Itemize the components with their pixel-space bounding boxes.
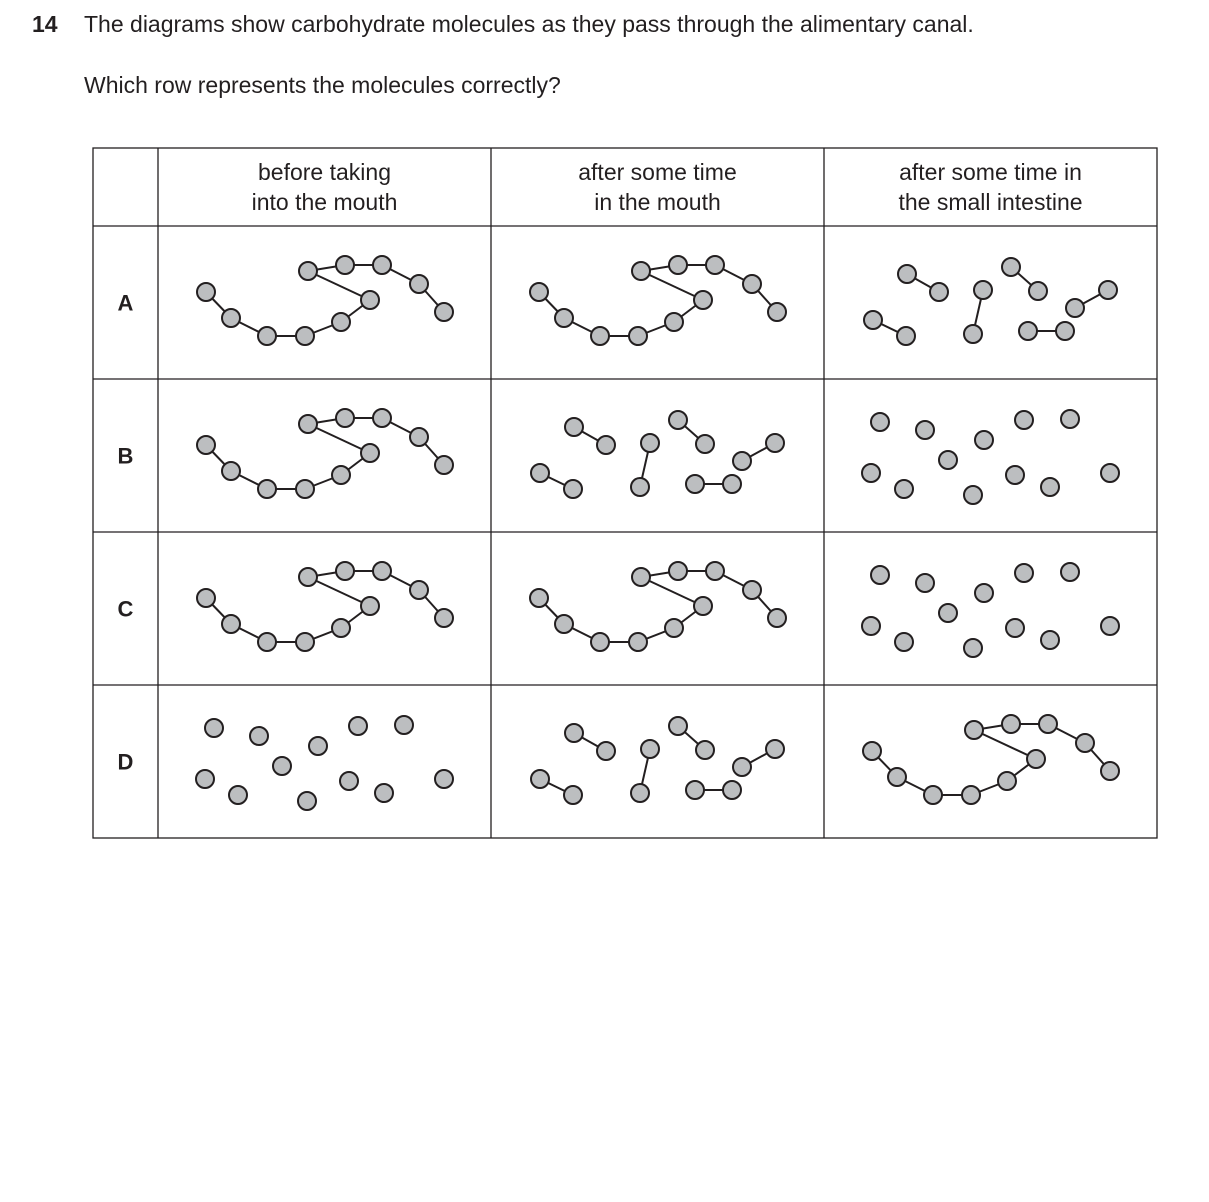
glucose-molecule [864,311,882,329]
glucose-molecule [336,409,354,427]
glucose-molecule [1056,322,1074,340]
glucose-molecule [629,327,647,345]
glucose-molecule [766,434,784,452]
glucose-molecule [766,740,784,758]
glucose-molecule [332,466,350,484]
glucose-molecule [862,617,880,635]
glucose-molecule [895,633,913,651]
glucose-molecule [531,770,549,788]
starch-chain [197,562,453,651]
glucose-molecule [965,721,983,739]
question-prompt: Which row represents the molecules correctly? [84,72,561,98]
glucose-molecule [349,717,367,735]
glucose-molecule [555,309,573,327]
column-header-line: before taking [258,159,391,185]
molecule-bond [308,271,370,300]
glucose-molecule [250,727,268,745]
glucose-molecule [632,568,650,586]
glucose-molecule [296,633,314,651]
glucose-molecule [373,562,391,580]
glucose-molecule [222,462,240,480]
glucose-molecule [1066,299,1084,317]
starch-chain [530,256,786,345]
glucose-molecule [706,256,724,274]
glucose-molecule [686,781,704,799]
maltose-pairs [531,411,784,498]
glucose-molecule [998,772,1016,790]
glucose-molecule [298,792,316,810]
table-row [118,715,1119,810]
column-header-line: the small intestine [898,189,1083,215]
glucose-molecule [299,262,317,280]
glucose-molecule [641,740,659,758]
glucose-molecule [964,325,982,343]
glucose-molecule [974,281,992,299]
glucose-molecule [665,619,683,637]
row-label: D [117,749,134,775]
row-label: B [117,443,134,469]
glucose-molecule [723,475,741,493]
glucose-molecule [686,475,704,493]
glucose-molecule [222,309,240,327]
glucose-molecule [197,436,215,454]
glucose-molecule [975,584,993,602]
glucose-molecule [743,581,761,599]
glucose-molecule [862,464,880,482]
starch-chain [863,715,1119,804]
glucose-molecule [373,409,391,427]
molecule-bond [308,577,370,606]
glucose-molecule [591,633,609,651]
glucose-molecule [629,633,647,651]
glucose-molecule [696,435,714,453]
glucose-molecule [361,444,379,462]
glucose-molecule [361,597,379,615]
glucose-molecule [375,784,393,802]
glucose-molecule [1076,734,1094,752]
glucose-molecule [939,604,957,622]
glucose-molecule [641,434,659,452]
starch-chain [197,409,453,498]
glucose-molecule [768,609,786,627]
glucose-molecule [530,589,548,607]
glucose-molecule [897,327,915,345]
glucose-molecule [1006,466,1024,484]
glucose-molecule [669,562,687,580]
column-header-line: after some time [578,159,737,185]
glucose-molecule [930,283,948,301]
glucose-molecule [964,486,982,504]
glucose-molecule [597,742,615,760]
glucose-molecule [1002,258,1020,276]
glucose-singles [862,410,1119,504]
glucose-molecule [395,716,413,734]
glucose-molecule [1019,322,1037,340]
glucose-molecule [229,786,247,804]
glucose-molecule [1041,631,1059,649]
glucose-molecule [696,741,714,759]
row-label: C [117,596,134,622]
glucose-molecule [1015,411,1033,429]
glucose-molecule [435,609,453,627]
row-label: A [117,290,134,316]
glucose-molecule [631,478,649,496]
glucose-molecule [565,418,583,436]
column-header-line: into the mouth [251,189,398,215]
glucose-molecule [258,633,276,651]
glucose-molecule [871,566,889,584]
glucose-molecule [196,770,214,788]
glucose-molecule [1061,563,1079,581]
glucose-molecule [340,772,358,790]
glucose-molecule [665,313,683,331]
glucose-molecule [299,415,317,433]
glucose-molecule [669,256,687,274]
glucose-molecule [373,256,391,274]
molecule-bond [641,577,703,606]
column-header-line: after some time in [899,159,1082,185]
glucose-molecule [669,411,687,429]
table-row [118,562,1119,657]
glucose-molecule [1039,715,1057,733]
glucose-molecule [768,303,786,321]
glucose-molecule [565,724,583,742]
glucose-molecule [1101,762,1119,780]
glucose-molecule [1027,750,1045,768]
glucose-molecule [258,480,276,498]
glucose-molecule [410,428,428,446]
glucose-molecule [197,283,215,301]
glucose-molecule [871,413,889,431]
glucose-molecule [597,436,615,454]
glucose-molecule [694,291,712,309]
glucose-molecule [564,480,582,498]
glucose-molecule [309,737,327,755]
glucose-molecule [888,768,906,786]
glucose-molecule [197,589,215,607]
glucose-molecule [1015,564,1033,582]
starch-chain [530,562,786,651]
glucose-molecule [336,562,354,580]
glucose-molecule [530,283,548,301]
glucose-molecule [296,480,314,498]
glucose-molecule [1029,282,1047,300]
glucose-molecule [898,265,916,283]
glucose-molecule [435,456,453,474]
glucose-molecule [733,452,751,470]
glucose-molecule [939,451,957,469]
glucose-molecule [916,574,934,592]
glucose-molecule [1099,281,1117,299]
glucose-molecule [975,431,993,449]
table-row [118,409,1119,504]
glucose-molecule [1002,715,1020,733]
glucose-singles [196,716,453,810]
maltose-pairs [864,258,1117,345]
glucose-molecule [222,615,240,633]
glucose-molecule [435,303,453,321]
glucose-molecule [296,327,314,345]
maltose-pairs [531,717,784,804]
question-stem: The diagrams show carbohydrate molecules as they pass through the alimentary canal. [84,11,974,37]
column-header-line: in the mouth [594,189,721,215]
glucose-molecule [964,639,982,657]
molecule-bond [974,730,1036,759]
glucose-molecule [743,275,761,293]
glucose-molecule [733,758,751,776]
glucose-molecule [924,786,942,804]
glucose-molecule [895,480,913,498]
glucose-molecule [962,786,980,804]
glucose-molecule [299,568,317,586]
table-body [118,256,1119,810]
glucose-molecule [273,757,291,775]
glucose-singles [862,563,1119,657]
table-row [118,256,1117,345]
glucose-molecule [205,719,223,737]
glucose-molecule [435,770,453,788]
question-number: 14 [32,11,58,37]
glucose-molecule [1041,478,1059,496]
glucose-molecule [531,464,549,482]
glucose-molecule [591,327,609,345]
starch-chain [197,256,453,345]
glucose-molecule [258,327,276,345]
glucose-molecule [706,562,724,580]
glucose-molecule [632,262,650,280]
table-header-row [252,159,1083,215]
glucose-molecule [723,781,741,799]
glucose-molecule [694,597,712,615]
glucose-molecule [336,256,354,274]
glucose-molecule [361,291,379,309]
molecule-bond [308,424,370,453]
glucose-molecule [669,717,687,735]
molecule-bond [641,271,703,300]
glucose-molecule [410,275,428,293]
glucose-molecule [1101,464,1119,482]
glucose-molecule [1006,619,1024,637]
glucose-molecule [555,615,573,633]
glucose-molecule [1101,617,1119,635]
glucose-molecule [332,313,350,331]
glucose-molecule [863,742,881,760]
glucose-molecule [564,786,582,804]
glucose-molecule [410,581,428,599]
glucose-molecule [332,619,350,637]
glucose-molecule [916,421,934,439]
glucose-molecule [1061,410,1079,428]
glucose-molecule [631,784,649,802]
